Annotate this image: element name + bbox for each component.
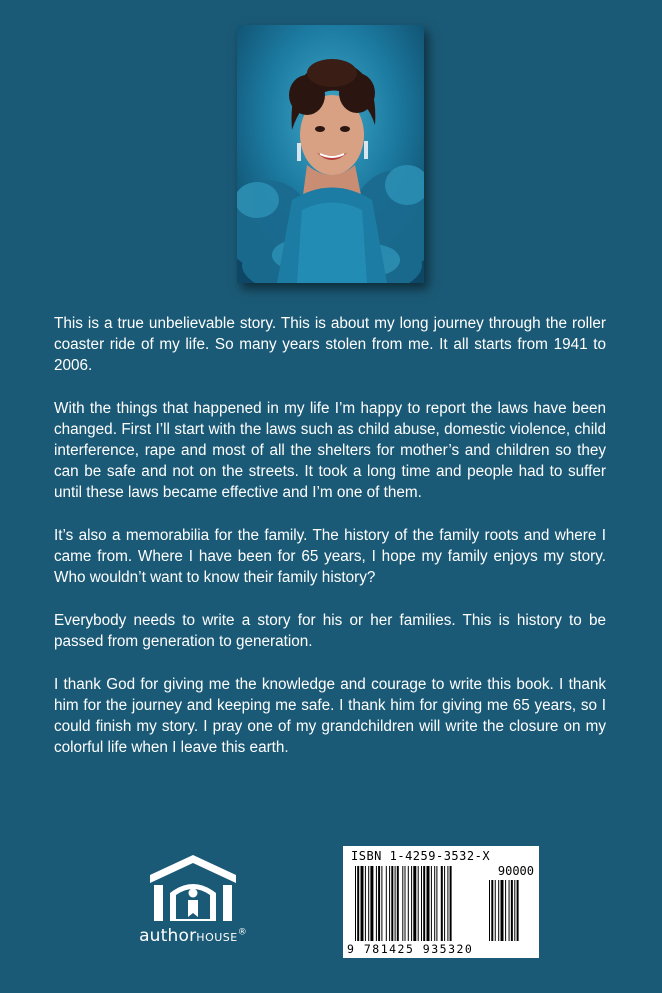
price-code: 90000: [497, 864, 534, 878]
barcode-addon-bar: [491, 880, 493, 941]
barcode-addon-bar: [495, 880, 496, 941]
barcode-addon-bar: [489, 880, 490, 941]
isbn-label: ISBN 1-4259-3532-X: [351, 849, 491, 863]
barcode-bar: [389, 866, 390, 941]
barcode-bar: [391, 866, 393, 941]
barcode-bar: [444, 866, 445, 941]
blurb-paragraph-2: With the things that happened in my life I’m happy to report the laws have been changed. First I’ll start with the laws such as child abuse, domestic violence, child interference, rape and most of all the shelters for mother’s and children so they can be safe and not on the streets. It took a long time and people had to suffer until these laws became effective and I’m one of them.: [54, 400, 606, 501]
barcode-bar: [381, 866, 382, 941]
barcode-addon-bar: [505, 880, 506, 941]
barcode-bar: [431, 866, 432, 941]
blurb-paragraph-3: It’s also a memorabilia for the family. The history of the family roots and where I came from. Where I have been for 65 years, I hope my family enjoys my story. Who wouldn’t want to know their family history?: [54, 527, 606, 586]
barcode-bar: [365, 866, 366, 941]
barcode-bar: [434, 866, 435, 941]
publisher-name-part2: HOUSE: [196, 931, 238, 944]
trademark-symbol: ®: [237, 927, 247, 938]
barcode-addon-bar: [498, 880, 499, 941]
barcode-bar: [423, 866, 425, 941]
barcode-bar: [376, 866, 377, 941]
barcode-bar: [402, 866, 403, 941]
barcode-bar: [436, 866, 437, 941]
back-cover-blurb: [54, 313, 606, 780]
publisher-logo: [118, 853, 268, 953]
barcode-bar: [397, 866, 399, 941]
house-book-icon: [118, 853, 268, 925]
blurb-paragraph-1: This is a true unbelievable story. This is about my long journey through the roller coaster ride of my life. So many years stolen from me. It all starts from 1941 to 2006.: [54, 315, 606, 374]
barcode-bar: [441, 866, 443, 941]
barcode-addon-bar: [511, 880, 513, 941]
barcode-bar: [378, 866, 380, 941]
barcode-addon-bar: [509, 880, 510, 941]
barcode-addon-bar: [514, 880, 515, 941]
barcode-bar: [386, 866, 387, 941]
publisher-name: [118, 926, 268, 946]
barcode-bar: [368, 866, 369, 941]
publisher-name-part1: author: [139, 926, 197, 946]
barcode-bar: [421, 866, 422, 941]
ean-digits: 9 781425 935320: [347, 942, 474, 956]
barcode-bar: [418, 866, 419, 941]
barcode-addon-bar: [517, 880, 519, 941]
barcode-bar: [370, 866, 373, 941]
blurb-paragraph-5: I thank God for giving me the knowledge and courage to write this book. I thank him for the journey and keeping me safe. I thank him for giving me 65 years, so I could finish my story. I pray one of my grandchildren will write the closure on my colorful life when I leave this earth.: [54, 676, 606, 756]
barcode-bar: [408, 866, 409, 941]
barcode-bar: [361, 866, 364, 941]
barcode-bar: [413, 866, 416, 941]
barcode-bar: [450, 866, 452, 941]
isbn-barcode: [343, 846, 539, 958]
barcode-bar: [355, 866, 356, 941]
barcode-addon-bar: [501, 880, 504, 941]
barcode-bar: [427, 866, 430, 941]
barcode-bar: [405, 866, 406, 941]
barcode-bar: [447, 866, 448, 941]
barcode-bar: [411, 866, 412, 941]
barcode-bar: [395, 866, 396, 941]
blurb-paragraph-4: Everybody needs to write a story for his or her families. This is history to be passed from generation to generation.: [54, 612, 606, 650]
barcode-bar: [357, 866, 359, 941]
author-portrait-photo: [237, 25, 424, 283]
